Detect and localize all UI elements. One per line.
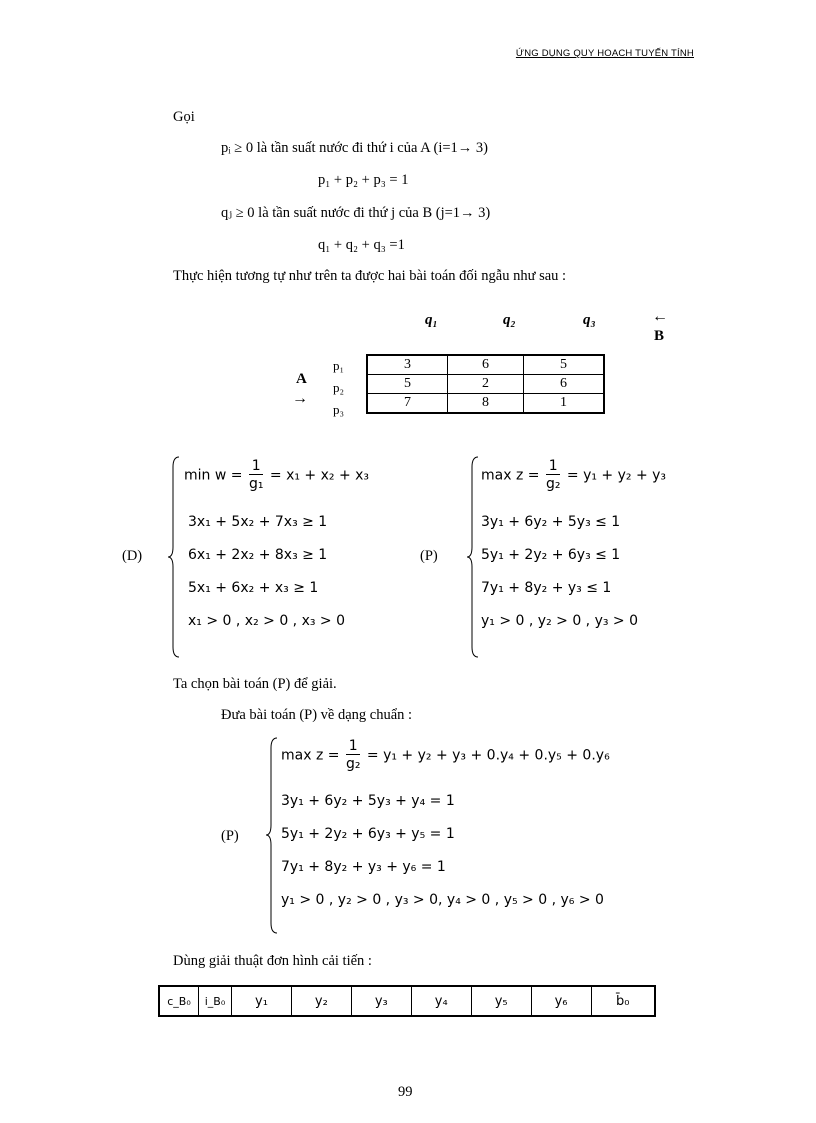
q-sum: q₁ + q₂ + q₃ =1 (318, 237, 405, 253)
choose-text: Ta chọn bài toán (P) để giải. (173, 676, 337, 692)
row-label-p3: p₃ (333, 402, 345, 417)
brace-d-icon (166, 455, 182, 660)
p-definition: pᵢ ≥ 0 là tần suất nước đi thứ i của A (i=1→ 3) (221, 140, 489, 156)
ps-fraction (346, 738, 361, 773)
p-constraint-1: 3y₁ + 6y₂ + 5y₃ ≤ 1 (481, 514, 621, 530)
table-cell: 8 (448, 394, 524, 414)
label-p-standard: (P) (221, 828, 239, 844)
d-frac-num: 1 (249, 458, 264, 475)
ps-constraint-3: 7y₁ + 8y₂ + y₃ + y₆ = 1 (281, 859, 446, 875)
d-frac-den: g₁ (248, 476, 264, 492)
table-cell: 1 (523, 394, 604, 414)
d-constraint-2: 6x₁ + 2x₂ + 8x₃ ≥ 1 (188, 547, 328, 563)
p-objective (481, 458, 666, 493)
d-objective (184, 458, 369, 493)
simplex-table (158, 985, 656, 1017)
arrow-left-icon: ← (652, 308, 668, 325)
ps-constraint-4: y₁ > 0 , y₂ > 0 , y₃ > 0, y₄ > 0 , y₅ > 0 , y₆ > 0 (281, 892, 604, 908)
d-obj-rest: = x₁ + x₂ + x₃ (269, 467, 370, 484)
table-header-cell: y₂ (291, 986, 351, 1016)
ps-obj-prefix: max z = (281, 747, 340, 764)
intro-text: Gọi (173, 109, 195, 125)
player-a-label: A (296, 371, 307, 387)
q-definition: qⱼ ≥ 0 là tần suất nước đi thứ j của B (j=1→ 3) (221, 205, 491, 221)
p-obj-rest: = y₁ + y₂ + y₃ (566, 467, 667, 484)
brace-ps-icon (264, 736, 280, 936)
d-obj-prefix: min w = (184, 467, 243, 484)
p-constraint-2: 5y₁ + 2y₂ + 6y₃ ≤ 1 (481, 547, 621, 563)
ps-constraint-2: 5y₁ + 2y₂ + 6y₃ + y₅ = 1 (281, 826, 455, 842)
ps-constraint-1: 3y₁ + 6y₂ + 5y₃ + y₄ = 1 (281, 793, 455, 809)
row-label-p2: p₂ (333, 380, 345, 395)
running-header: ỨNG DỤNG QUY HOẠCH TUYẾN TÍNH (515, 48, 694, 59)
player-b-label: B (654, 328, 665, 344)
p-obj-prefix: max z = (481, 467, 540, 484)
table-header-cell: b̄₀ (591, 986, 655, 1016)
arrow-right-icon: → (292, 390, 308, 407)
p-frac-num: 1 (546, 458, 561, 475)
table-header-cell: y₃ (351, 986, 411, 1016)
row-label-p1: p₁ (333, 358, 345, 373)
p-fraction (546, 458, 561, 493)
table-cell: 5 (367, 375, 448, 394)
d-constraint-3: 5x₁ + 6x₂ + x₃ ≥ 1 (188, 580, 319, 596)
table-cell: 6 (448, 355, 524, 375)
table-cell: 7 (367, 394, 448, 414)
standard-form-text: Đưa bài toán (P) về dạng chuẩn : (221, 707, 413, 723)
d-constraint-1: 3x₁ + 5x₂ + 7x₃ ≥ 1 (188, 514, 328, 530)
page-number: 99 (398, 1084, 413, 1100)
d-constraint-4: x₁ > 0 , x₂ > 0 , x₃ > 0 (188, 613, 346, 629)
table-cell: 5 (523, 355, 604, 375)
brace-p-icon (465, 455, 481, 660)
p-frac-den: g₂ (545, 476, 561, 492)
col-label-q3: q₃ (583, 312, 596, 328)
d-fraction (249, 458, 264, 493)
dual-intro: Thực hiện tương tự như trên ta được hai bài toán đối ngẫu như sau : (173, 268, 567, 284)
ps-objective (281, 738, 610, 773)
table-row (367, 375, 604, 394)
col-label-q1: q₁ (425, 312, 438, 328)
ps-obj-rest: = y₁ + y₂ + y₃ + 0.y₄ + 0.y₅ + 0.y₆ (366, 747, 610, 764)
table-header-cell: y₄ (411, 986, 471, 1016)
simplex-text: Dùng giải thuật đơn hình cải tiến : (173, 953, 372, 969)
payoff-table (366, 354, 605, 414)
p-constraint-3: 7y₁ + 8y₂ + y₃ ≤ 1 (481, 580, 612, 596)
label-p: (P) (420, 548, 438, 564)
table-row (159, 986, 655, 1016)
table-header-cell: y₅ (471, 986, 531, 1016)
p-sum: p₁ + p₂ + p₃ = 1 (318, 172, 409, 188)
table-row (367, 394, 604, 414)
table-header-cell: y₆ (531, 986, 591, 1016)
p-constraint-4: y₁ > 0 , y₂ > 0 , y₃ > 0 (481, 613, 639, 629)
col-label-q2: q₂ (503, 312, 516, 328)
table-header-cell: i_B₀ (199, 986, 232, 1016)
table-row (367, 355, 604, 375)
ps-frac-den: g₂ (345, 756, 361, 772)
table-cell: 3 (367, 355, 448, 375)
ps-frac-num: 1 (346, 738, 361, 755)
label-d: (D) (122, 548, 143, 564)
table-header-cell: c_B₀ (159, 986, 199, 1016)
table-cell: 2 (448, 375, 524, 394)
table-cell: 6 (523, 375, 604, 394)
table-header-cell: y₁ (232, 986, 292, 1016)
